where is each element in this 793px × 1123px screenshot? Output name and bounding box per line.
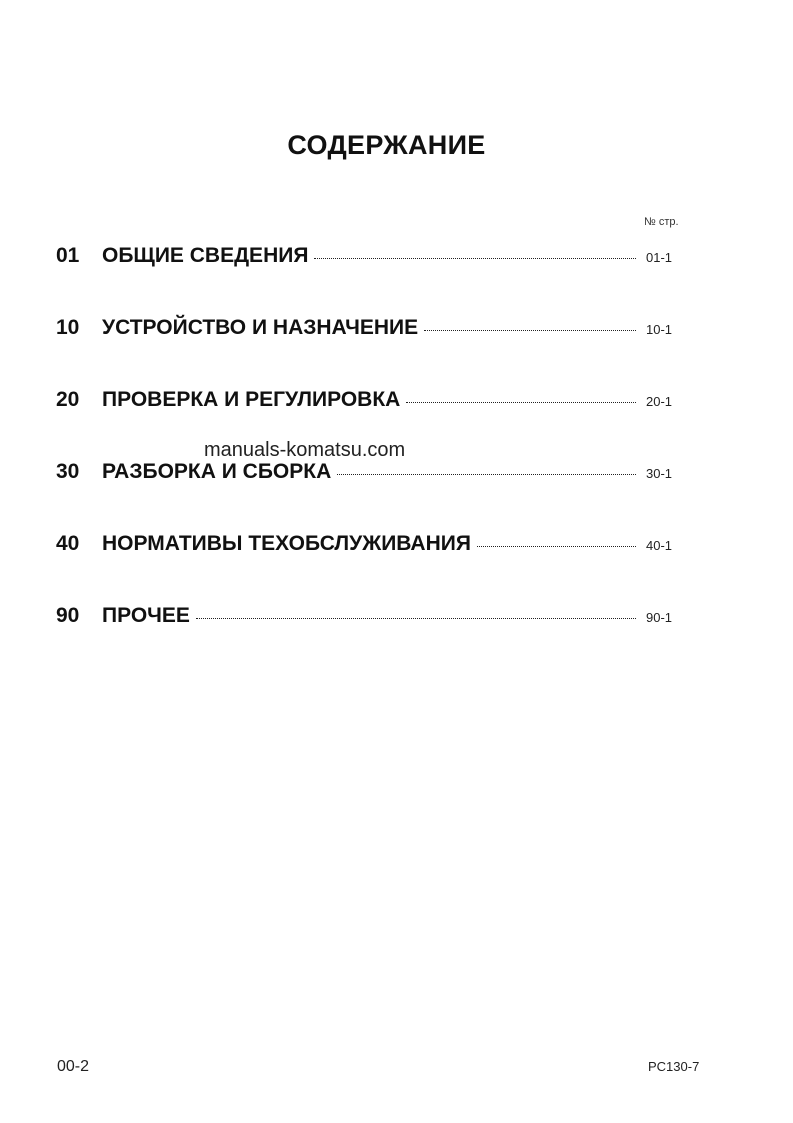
toc-entry-number: 30 [56,460,80,483]
toc-entry-title: ПРОВЕРКА И РЕГУЛИРОВКА [102,388,401,411]
toc-entry-number: 10 [56,316,80,339]
toc-entry-page: 01-1 [646,250,673,265]
page-column-header: № стр. [644,216,679,228]
footer-model: PC130-7 [648,1059,700,1074]
toc-entry-01[interactable] [56,244,682,274]
toc-entry-title: ОБЩИЕ СВЕДЕНИЯ [102,244,309,267]
toc-entry-title: РАЗБОРКА И СБОРКА [102,460,332,483]
toc-entry-page: 20-1 [646,394,673,409]
toc-entry-20[interactable] [56,388,682,418]
toc-dot-leader [424,330,636,331]
toc-dot-leader [337,474,636,475]
toc-entry-number: 01 [56,244,80,267]
toc-dot-leader [477,546,636,547]
toc-entry-10[interactable] [56,316,682,346]
toc-entry-title: НОРМАТИВЫ ТЕХОБСЛУЖИВАНИЯ [102,532,471,555]
toc-entry-title: УСТРОЙСТВО И НАЗНАЧЕНИЕ [102,316,419,339]
toc-entry-page: 30-1 [646,466,673,481]
toc-entry-40[interactable] [56,532,682,562]
toc-entry-30[interactable] [56,460,682,490]
watermark-text: manuals-komatsu.com [204,439,406,461]
toc-entry-90[interactable] [56,604,682,634]
document-title: СОДЕРЖАНИЕ [287,130,486,160]
toc-entry-page: 10-1 [646,322,673,337]
toc-dot-leader [406,402,636,403]
toc-entry-page: 40-1 [646,538,673,553]
toc-entry-number: 90 [56,604,80,627]
toc-dot-leader [314,258,636,259]
toc-entry-title: ПРОЧЕЕ [102,604,190,627]
toc-entry-number: 40 [56,532,80,555]
toc-entry-page: 90-1 [646,610,673,625]
toc-dot-leader [196,618,636,619]
toc-entry-number: 20 [56,388,80,411]
footer-page-number: 00-2 [57,1058,90,1075]
